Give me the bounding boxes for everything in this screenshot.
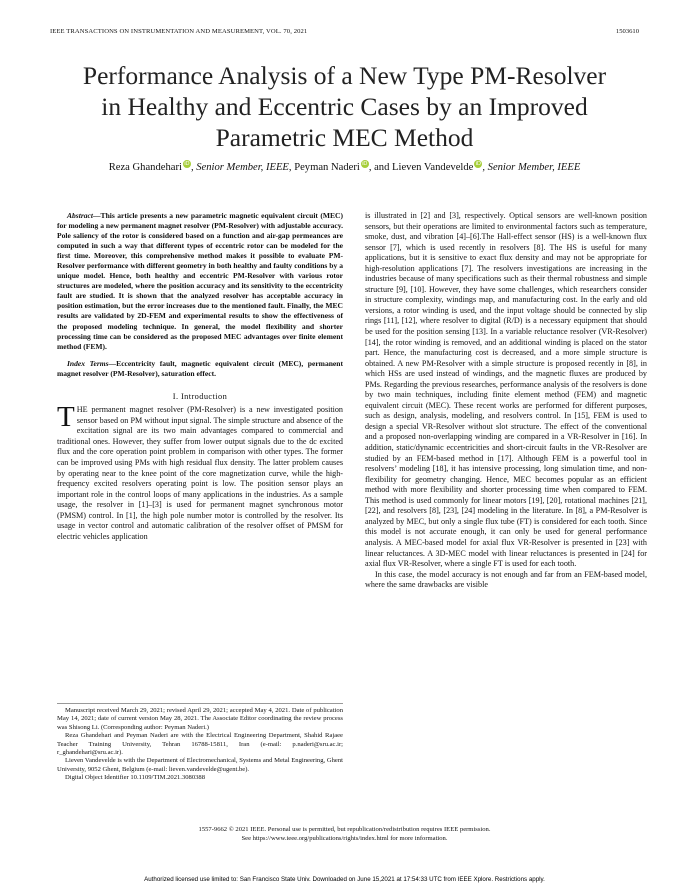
author-membership: , Senior Member, IEEE <box>482 162 581 173</box>
intro-text: HE permanent magnet resolver (PM-Resolver) is a new investigated position sensor based on PM without input signal. The simple structure and absence of the excitation signal are its two main advantages compared to commercial and traditional ones. However, they suffer from lower output signals due to the dc excited flux and the core operation point problem in comparison with other types. The former can be improved using PMs with high residual flux density. The latter problem causes by operating near to the knee point of the core magnetization curve, while the high-frequency excited resolvers operating point is low. The position sensor plays an important role in the control loops of many applications in the industries. As a sample usage, the resolver in [1]–[3] is used for permanent magnet synchronous motor (PMSM) control. In [1], the high pole number motor is controlled by the resolver. Its usage in vector control and automatic calibration of the resolver offset of PMSM for electric vehicles application <box>57 405 343 541</box>
orcid-icon[interactable]: iD <box>184 161 190 167</box>
author-name: , Peyman Naderi <box>288 162 360 173</box>
copyright-line-1: 1557-9662 © 2021 IEEE. Personal use is permitted, but republication/redistribution requires IEEE permission. <box>198 826 491 833</box>
author-line <box>40 160 649 173</box>
author-name: , and Lieven Vandevelde <box>368 162 474 173</box>
orcid-icon[interactable]: iD <box>362 161 368 167</box>
license-footer: Authorized licensed use limited to: San Francisco State Univ. Downloaded on June 15,2021 at 17:54:33 UTC from IEEE Xplore. Restrictions apply. <box>144 876 545 883</box>
paper-title <box>40 60 649 153</box>
journal-header: IEEE TRANSACTIONS ON INSTRUMENTATION AND MEASUREMENT, VOL. 70, 2021 <box>50 28 308 35</box>
footnote-manuscript: Manuscript received March 29, 2021; revised April 29, 2021; accepted May 4, 2021. Date of publication May 14, 2021; date of current version May 28, 2021. The Associate Editor coordinating the review process was Shisong Li. (Corresponding author: Peyman Naderi.) <box>57 707 343 731</box>
section-heading: I. Introduction <box>172 391 228 401</box>
orcid-icon[interactable]: iD <box>475 161 481 167</box>
right-column <box>365 211 647 591</box>
footnote-divider <box>57 703 343 704</box>
index-terms-label: Index Terms— <box>67 358 117 368</box>
footnote-affiliation-1: Reza Ghandehari and Peyman Naderi are with the Electrical Engineering Department, Shahid Rajaee Teacher Training University, Tehran 16788-15811, Iran (e-mail: p.naderi@sru.ac.ir; r_ghandehari@sru.ac.ir). <box>57 732 343 757</box>
index-terms-text: Eccentricity fault, magnetic equivalent circuit (MEC), permanent magnet resolver (PM-Resolver), saturation effect. <box>57 358 343 378</box>
title-line-2: in Healthy and Eccentric Cases by an Improved <box>101 92 588 121</box>
author-name: Reza Ghandehari <box>108 162 182 173</box>
author-membership: , Senior Member, IEEE <box>190 162 289 173</box>
copyright-notice <box>40 825 649 843</box>
intro-paragraph <box>57 401 343 542</box>
article-number: 1503610 <box>615 28 639 35</box>
index-terms <box>57 359 343 379</box>
title-line-3: Parametric MEC Method <box>215 123 474 152</box>
abstract-text: This article presents a new parametric magnetic equivalent circuit (MEC) for modeling a new permanent magnet resolver (PM-Resolver) with adjustable accuracy. Pole saliency of the rotor is considered based on a function and air-gap permeances are computed in such a way that different types of eccentric rotor can be modeled for the first time. Moreover, this comprehensive method makes it possible to evaluate PM-Resolver performance with different geometry in both healthy and faulty conditions by a unique model. Hence, both healthy and eccentric PM-Resolver with various rotor structures are modeled, where the position accuracy and its sensitivity to the eccentricity fault are studied. It is shown that the analyzed resolver has acceptable accuracy in position estimation, but the error increases due to the mentioned fault. Finally, the MEC results are validated by 2D-FEM and experimental results to show the effectiveness of the proposed modeling technique. In general, the model flexibility and shorter processing time can be considered as the proposed MEC advantages over finite element method (FEM). <box>57 211 343 351</box>
title-line-1: Performance Analysis of a New Type PM-Resolver <box>82 61 607 90</box>
footnote-doi[interactable]: Digital Object Identifier 10.1109/TIM.2021.3080388 <box>65 774 206 782</box>
body-paragraph: In this case, the model accuracy is not enough and far from an FEM-based model, where the same drawbacks are visible <box>365 569 647 590</box>
footnotes <box>57 707 343 783</box>
left-column <box>57 211 343 542</box>
footnote-affiliation-2: Lieven Vandevelde is with the Department of Electromechanical, Systems and Metal Engineering, Ghent University, 9052 Ghent, Belgium (e-mail: lieven.vandevelde@ugent.be). <box>57 757 343 773</box>
abstract-label: Abstract— <box>67 211 101 220</box>
copyright-line-2[interactable]: See https://www.ieee.org/publications/rights/index.html for more information. <box>241 835 448 842</box>
drop-cap: T <box>57 401 75 434</box>
body-paragraph: is illustrated in [2] and [3], respectively. Optical sensors are well-known position sensors, but their operations are limited to environmental factors such as temperature, smoke, dust, and vibration [4]–[6].The Hall-effect sensor (HS) is a well-known flux sensor [7], which is used recently in resolvers [8]. The HS is useful for many applications, but it is sensitive to exact flux density and may not be appropriate for high-resolution applications [7]. The resolvers investigations are increasing in the industries because of many specifications such as their thermal robustness and simple structure [9], [10]. However, they have some challenges, which researchers consider in structure complexity, windings map, and manufacturing cost. In the early and old versions, a rotor winding is used, and the input voltage should be connected by slip rings [11], [12], where resolver to digital (R/D) is a necessary equipment that should be used for the position sensing [13]. In a variable reluctance resolver (VR-Resolver) [14], the rotor winding is removed, and an additional winding is placed on the stator part. Hence, the manufacturing cost is decreased, and a more simple structure is obtained. A new PM-Resolver with a simple structure is proposed recently in [8], in which HSs are used instead of windings, and the magnetic fluxes are produced by PMs. Regarding the previous researches, performance analysis of the resolvers is done by two main techniques, including finite element method (FEM) and magnetic equivalent circuit (MEC). These recent works are performed for different purposes, such as design, analysis, modeling, and resolvers control. In [15], FEM is used to design a special VR-Resolver without slot structure. The effect of the conventional and a proposed non-overlapping winding are compared in a VR-Resolver in [16]. In addition, static/dynamic eccentricities and short-circuit faults in the VR-Resolver are studied by an FEM-based method in [17]. Although FEM is a powerful tool in resolvers’ modeling [18], it has intensive processing, long simulation time, and non-flexibility for geometry changing. Hence, MEC becomes popular as an efficient method with more flexibility and shorter processing time when compared to FEM. This method is used commonly for linear motors [19], [20], rotational machines [21], [22], and resolvers [8], [23], [24] modeling in the literature. In [8], a PM-Resolver is analyzed by MEC, but only a single flux tube (FT) is considered for each tooth. Since this model is not accurate enough, it can only be used for general performance analysis. A MEC-based model for axial flux VR-Resolver is presented in [23] with linear reluctances. A 3D-MEC model with linear reluctances is presented in [24] for axial flux VR-Resolver, where a single FT is used for each tooth. <box>365 211 647 569</box>
abstract <box>57 211 343 352</box>
